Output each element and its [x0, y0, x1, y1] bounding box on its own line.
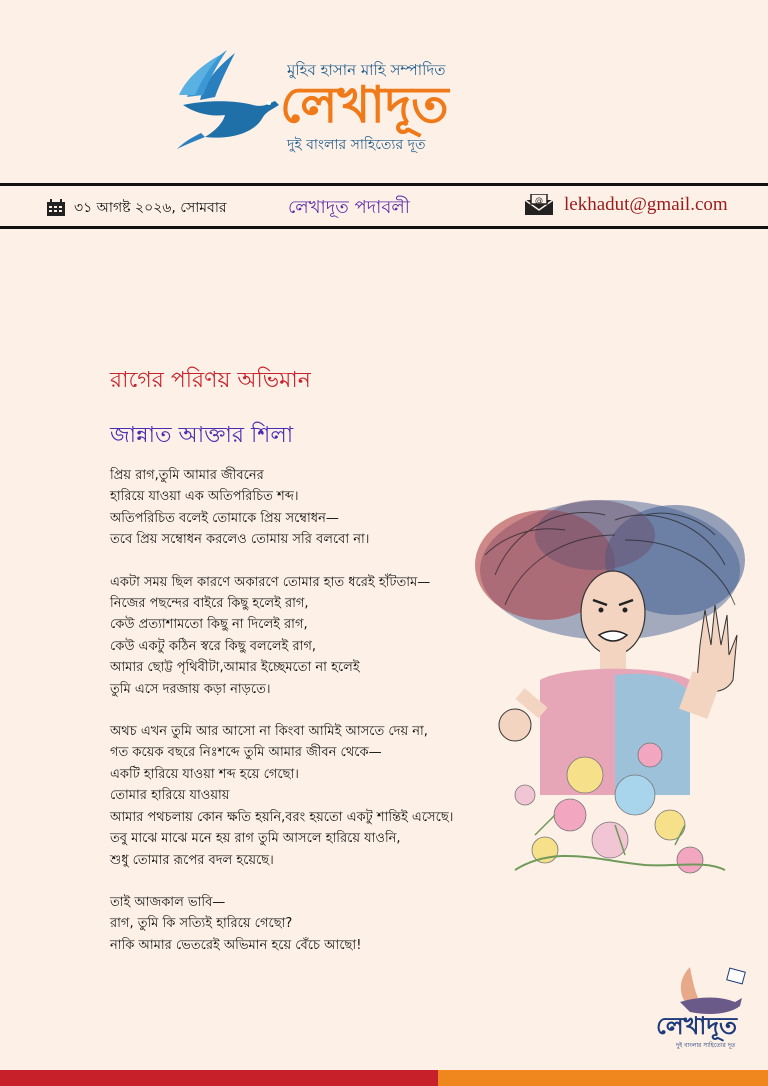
poem-line: আমার পথচলায় কোন ক্ষতি হয়নি,বরং হয়তো একটু শান্তিই এসেছে। — [110, 809, 454, 825]
poem-line: তবে প্রিয় সম্বোধন করলেও তোমায় সরি বলবো না। — [110, 532, 370, 548]
poem-line: গত কয়েক বছরে নিঃশব্দে তুমি আমার জীবন থেকে— — [110, 745, 382, 761]
contact-email[interactable] — [524, 194, 728, 216]
editor-tagline: মুহিব হাসান মাহি সম্পাদিত — [287, 61, 446, 79]
publication-name: লেখাদূত পদাবলী — [288, 197, 410, 218]
footer-stripe-orange — [438, 1070, 768, 1086]
poem-line: কেউ প্রত্যাশামতো কিছু না দিলেই রাগ, — [110, 617, 308, 633]
poem-line: প্রিয় রাগ,তুমি আমার জীবনের — [110, 468, 264, 483]
poem-stanza — [110, 721, 530, 871]
masthead-logo — [175, 45, 515, 155]
poem-stanza — [110, 892, 530, 956]
poem-stanza — [110, 572, 530, 700]
poem-line: কেউ একটু কঠিন স্বরে কিছু বললেই রাগ, — [110, 638, 317, 654]
brand-tagline: দুই বাংলার সাহিত্যের দূত — [287, 137, 426, 153]
poem-author: জান্নাত আক্তার শিলা — [110, 423, 294, 448]
bird-logo-icon — [175, 45, 285, 150]
angry-woman-illustration — [475, 495, 745, 885]
poem-line: অতিপরিচিত বলেই তোমাকে প্রিয় সম্বোধন— — [110, 510, 339, 526]
poem-line: হারিয়ে যাওয়া এক অতিপরিচিত শব্দ। — [110, 489, 299, 505]
poem-line: শুধু তোমার রূপের বদল হয়েছে। — [110, 852, 274, 868]
email-text[interactable]: lekhadut@gmail.com — [564, 194, 728, 215]
poem-line: তবু মাঝে মাঝে মনে হয় রাগ তুমি আসলে হারিয়ে যাওনি, — [110, 831, 401, 847]
poem-line: তাই আজকাল ভাবি— — [110, 894, 226, 910]
svg-text:@: @ — [535, 196, 543, 205]
issue-date — [46, 196, 227, 220]
footer-tagline: দুই বাংলার সাহিত্যের দূত — [676, 1042, 736, 1049]
calendar-icon — [46, 199, 66, 217]
poem-line: তুমি এসে দরজায় কড়া নাড়তে। — [110, 681, 271, 697]
poem-title: রাগের পরিণয় অভিমান — [110, 368, 311, 393]
info-bar — [0, 183, 768, 229]
poem-line: রাগ, তুমি কি সত্যিই হারিয়ে গেছো? — [110, 916, 293, 932]
footer-brand: লেখাদূত — [656, 1012, 737, 1040]
poem-body — [110, 465, 530, 977]
poem-stanza — [110, 465, 530, 551]
poem-line: অথচ এখন তুমি আর আসো না কিংবা আমিই আসতে দেয় না, — [110, 724, 428, 740]
date-text: ৩১ আগষ্ট ২০২৬, সোমবার — [74, 200, 227, 216]
brand-name: লেখাদূত — [280, 76, 449, 134]
envelope-icon — [524, 194, 554, 216]
poem-line: নিজের পছন্দের বাইরে কিছু হলেই রাগ, — [110, 596, 309, 612]
footer-stripe-red — [0, 1070, 438, 1086]
poem-line: একটা সময় ছিল কারণে অকারণে তোমার হাত ধরেই হাঁটতাম— — [110, 574, 431, 590]
poem-line: আমার ছোট্ট পৃথিবীটা,আমার ইচ্ছেমতো না হলেই — [110, 660, 360, 676]
poem-line: তোমার হারিয়ে যাওয়ায় — [110, 788, 230, 804]
poem-line: একটি হারিয়ে যাওয়া শব্দ হয়ে গেছো। — [110, 766, 299, 782]
poem-line: নাকি আমার ভেতরেই অভিমান হয়ে বেঁচে আছো! — [110, 937, 362, 953]
